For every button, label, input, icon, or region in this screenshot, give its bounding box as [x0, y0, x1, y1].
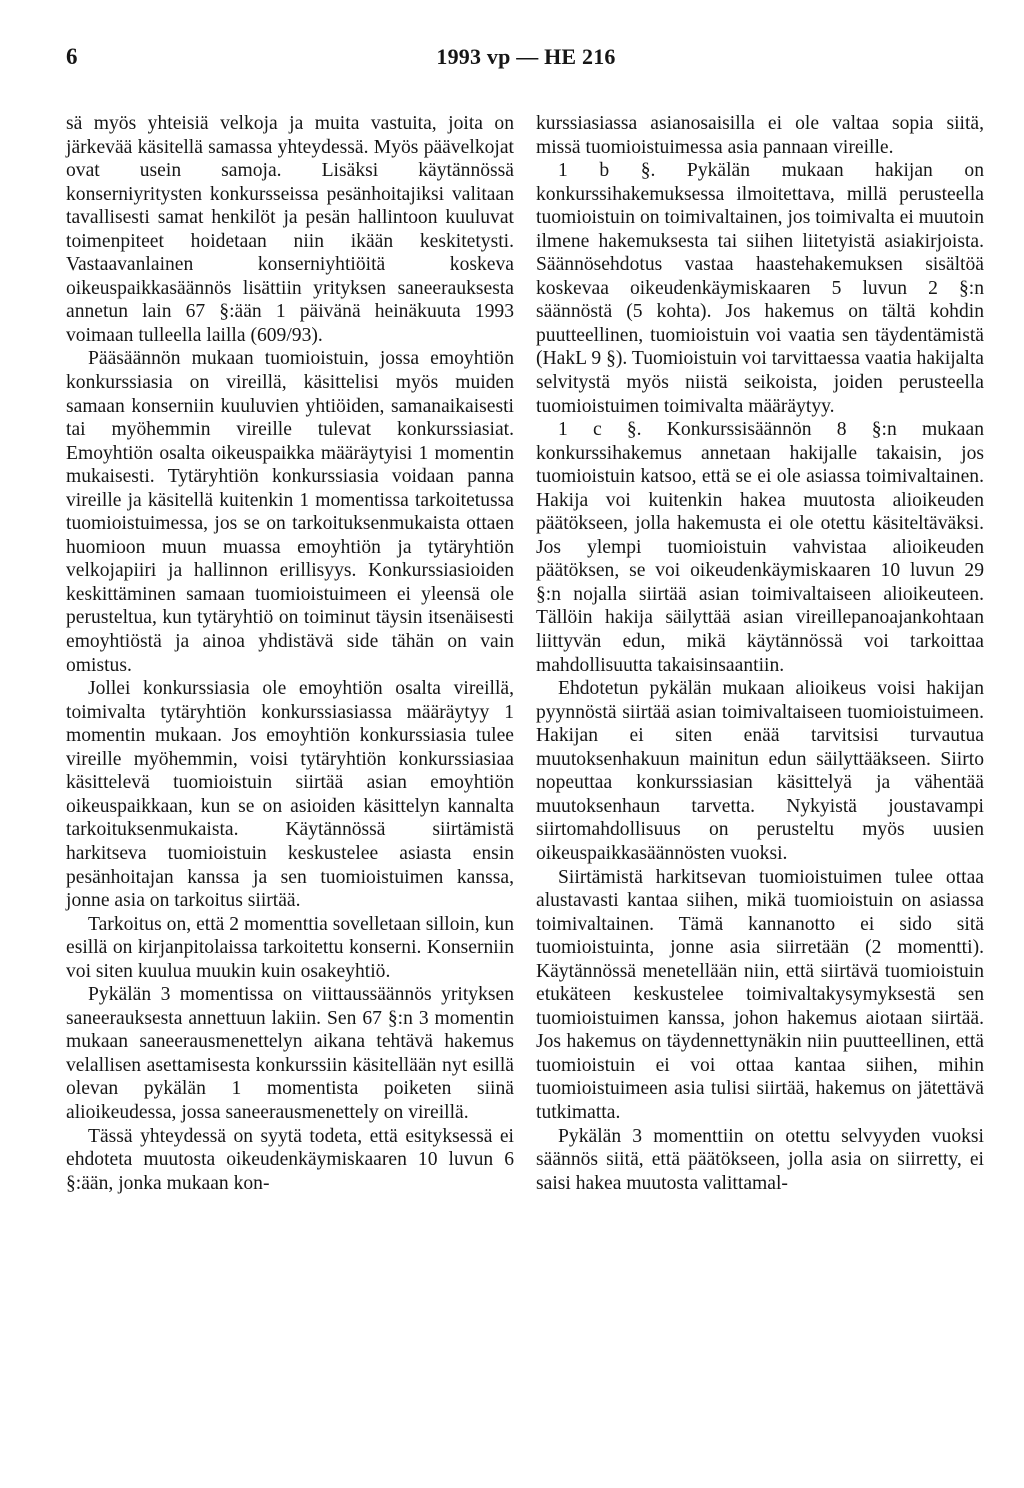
left-column [66, 112, 514, 1195]
paragraph: Pääsäännön mukaan tuomioistuin, jossa emoyhtiön konkurssiasia on vireillä, käsittelisi myös muiden samaan konserniin kuuluvien yhtiöiden, samanaikaisesti tai myöhemmin vireille tulevat konkurssiasiat. Emoyhtiön osalta oikeuspaikka määräytyisi 1 momentin mukaisesti. Tytäryhtiön konkurssiasia voidaan panna vireille ja käsitellä kuitenkin 1 momentissa tarkoitetussa tuomioistuimessa, jos se on tarkoituksenmukaista ottaen huomioon muun muassa emoyhtiön ja tytäryhtiön velkojapiiri ja hallinnon erillisyys. Konkurssiasioiden keskittäminen samaan tuomioistuimeen ei yleensä ole perusteltua, kun tytäryhtiö on toiminut täysin itsenäisesti emoyhtiöstä ja ainoa yhdistävä side tähän on vain omistus. [66, 348, 514, 676]
paragraph: Ehdotetun pykälän mukaan alioikeus voisi hakijan pyynnöstä siirtää asian toimivaltaiseen tuomioistuimeen. Hakijan ei siten enää tarvitsisi turvautua muutoksenhakuun mainitun edun säilyttääkseen. Siirto nopeuttaa konkurssiasian käsittelyä ja vähentää muutoksenhaun tarvetta. Nykyistä joustavampi siirtomahdollisuus on perusteltu myös uusien oikeuspaikkasäännösten vuoksi. [536, 678, 984, 864]
running-head: 1993 vp — HE 216 [436, 44, 616, 69]
paragraph: Siirtämistä harkitsevan tuomioistuimen tulee ottaa alustavasti kantaa siihen, mikä tuomioistuin on asiassa toimivaltainen. Tämä kannanotto ei sido sitä tuomioistuinta, jonne asia siirretään (2 momentti). Käytännössä menetellään niin, että siirtävä tuomioistuin etukäteen keskustelee toimivaltakysymyksestä sen tuomioistuimen kanssa, johon hakemus aiotaan siirtää. Jos hakemus on täydennettynäkin niin puutteellinen, että tuomioistuin ei voi ottaa kantaa siihen, mihin tuomioistuimeen asia tulisi siirtää, hakemus on jätettävä tutkimatta. [536, 866, 984, 1123]
page-number: 6 [66, 44, 78, 69]
paragraph: Tässä yhteydessä on syytä todeta, että esityksessä ei ehdoteta muutosta oikeudenkäymiskaaren 10 luvun 6 §:ään, jonka mukaan kon- [66, 1125, 514, 1194]
page-header [66, 44, 986, 84]
paragraph: 1 b §. Pykälän mukaan hakijan on konkurssihakemuksessa ilmoitettava, millä perusteella tuomioistuin on toimivaltainen, jos toimivalta ei muutoin ilmene hakemuksesta tai siihen liitetyistä asiakirjoista. Säännösehdotus vastaa haastehakemuksen sisältöä koskevaa oikeudenkäymiskaaren 5 luvun 2 §:n säännöstä (5 kohta). Jos hakemus on tältä kohdin puutteellinen, tuomioistuin voi vaatia sen täydentämistä (HakL 9 §). Tuomioistuin voi tarvittaessa vaatia hakijalta selvitystä myös niistä seikoista, joiden perusteella tuomioistuimen toimivalta määräytyy. [536, 160, 984, 417]
paragraph: Pykälän 3 momenttiin on otettu selvyyden vuoksi säännös siitä, että päätökseen, jolla asia on siirretty, ei saisi hakea muutosta valittamal- [536, 1125, 984, 1194]
paragraph: Tarkoitus on, että 2 momenttia sovelletaan silloin, kun esillä on kirjanpitolaissa tarkoitettu konserni. Konserniin voi siten kuulua muukin kuin osakeyhtiö. [66, 913, 514, 982]
paragraph: 1 c §. Konkurssisäännön 8 §:n mukaan konkurssihakemus annetaan hakijalle takaisin, jos tuomioistuin katsoo, että se ei ole asiassa toimivaltainen. Hakija voi kuitenkin hakea muutosta alioikeuden päätökseen, jolla hakemusta ei ole otettu käsiteltäväksi. Jos ylempi tuomioistuin vahvistaa alioikeuden päätöksen, se voi oikeudenkäymiskaaren 10 luvun 29 §:n nojalla siirtää asian toimivaltaiseen alioikeuteen. Tällöin hakija säilyttää asian vireillepanoajankohtaan liittyvän edun, mikä käytännössä voi tarkoittaa mahdollisuutta takaisinsaantiin. [536, 419, 984, 676]
paragraph: sä myös yhteisiä velkoja ja muita vastuita, joita on järkevää käsitellä samassa yhteydessä. Myös päävelkojat ovat usein samoja. Lisäksi käytännössä konserniyritysten konkursseissa pesänhoitajiksi valitaan tavallisesti samat henkilöt ja pesän hallintoon kuuluvat toimenpiteet hoidetaan niin ikään keskitetysti. Vastaavanlainen konserniyhtiöitä koskeva oikeuspaikkasäännös lisättiin yrityksen saneerauksesta annetun lain 67 §:ään 1 päivänä heinäkuuta 1993 voimaan tulleella lailla (609/93). [66, 113, 514, 346]
paragraph: Pykälän 3 momentissa on viittaussäännös yrityksen saneerauksesta annettuun lakiin. Sen 67 §:n 3 momentin mukaan saneerausmenettelyn aikana tehtävä hakemus velallisen asettamisesta konkurssiin käsitellään nyt esillä olevan pykälän 1 momentista poiketen siinä alioikeudessa, jossa saneerausmenettely on vireillä. [66, 984, 514, 1123]
right-column [536, 112, 984, 1195]
paragraph: kurssiasiassa asianosaisilla ei ole valtaa sopia siitä, missä tuomioistuimessa asia pannaan vireille. [536, 113, 984, 158]
paragraph: Jollei konkurssiasia ole emoyhtiön osalta vireillä, toimivalta tytäryhtiön konkurssiasiassa määräytyy 1 momentin mukaan. Jos emoyhtiön konkurssiasia tulee vireille myöhemmin, voisi tytäryhtiön konkurssiasiaa käsittelevä tuomioistuin siirtää asian emoyhtiön oikeuspaikkaan, kun se on asioiden käsittelyn kannalta tarkoituksenmukaista. Käytännössä siirtämistä harkitseva tuomioistuin keskustelee asiasta ensin pesänhoitajan kanssa ja sen tuomioistuimen kanssa, jonne asia on tarkoitus siirtää. [66, 678, 514, 912]
